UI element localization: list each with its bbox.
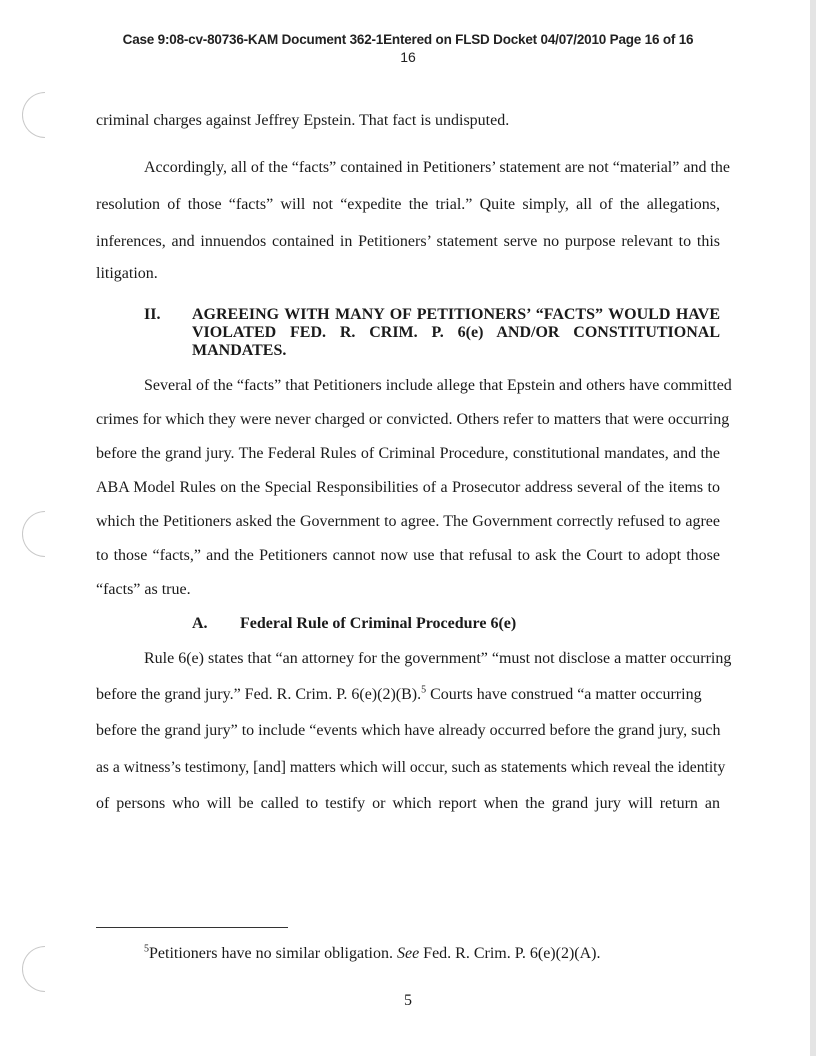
body-line: resolution of those “facts” will not “expedite the trial.” Quite simply, all of the allegations, <box>96 196 720 213</box>
body-text: before the grand jury.” Fed. R. Crim. P. 6(e)(2)(B). <box>96 686 422 703</box>
punch-hole-mark <box>22 946 45 992</box>
header-page-number: 16 <box>400 49 416 65</box>
body-line: “facts” as true. <box>96 581 191 598</box>
footnote-separator <box>96 927 288 928</box>
body-line: ABA Model Rules on the Special Responsibilities of a Prosecutor address several of the items to <box>96 479 720 496</box>
body-line: crimes for which they were never charged or convicted. Others refer to matters that were occurring <box>96 411 730 428</box>
body-line: criminal charges against Jeffrey Epstein. That fact is undisputed. <box>96 112 510 129</box>
body-line: Several of the “facts” that Petitioners include allege that Epstein and others have committed <box>144 377 732 394</box>
body-text: Courts have construed “a matter occurring <box>426 686 702 703</box>
punch-hole-mark <box>22 511 45 557</box>
page-edge-shadow <box>810 0 816 1056</box>
body-line: Accordingly, all of the “facts” contained in Petitioners’ statement are not “material” and the <box>144 159 730 176</box>
body-line: before the grand jury” to include “events which have already occurred before the grand jury, such <box>96 722 721 739</box>
footnote-signal: See <box>396 945 420 962</box>
punch-hole-mark <box>22 92 45 138</box>
body-line <box>96 685 720 705</box>
footnote-reference: 5 <box>421 684 427 696</box>
body-line: of persons who will be called to testify or which report when the grand jury will return an <box>96 795 720 812</box>
body-line: Rule 6(e) states that “an attorney for the government” “must not disclose a matter occurring <box>144 650 732 667</box>
case-header-stamp: Case 9:08-cv-80736-KAM Document 362-1Entered on FLSD Docket 04/07/2010 Page 16 of 16 <box>122 32 694 47</box>
footnote-marker: 5 <box>144 943 149 955</box>
body-line: as a witness’s testimony, [and] matters which will occur, such as statements which reveal the identity <box>96 759 726 776</box>
heading-text: Federal Rule of Criminal Procedure 6(e) <box>240 615 517 632</box>
heading-number: II. <box>144 306 161 323</box>
body-line: litigation. <box>96 265 158 282</box>
footnote-text: Fed. R. Crim. P. 6(e)(2)(A). <box>419 945 601 962</box>
footnote-text: Petitioners have no similar obligation. <box>149 945 397 962</box>
body-line: before the grand jury. The Federal Rules of Criminal Procedure, constitutional mandates, and the <box>96 445 720 462</box>
body-line: to those “facts,” and the Petitioners cannot now use that refusal to ask the Court to adopt those <box>96 547 720 564</box>
heading-number: A. <box>192 615 208 632</box>
section-heading-ii <box>144 306 720 360</box>
heading-text: AGREEING WITH MANY OF PETITIONERS’ “FACTS” WOULD HAVE VIOLATED FED. R. CRIM. P. 6(e) AND/OR CONSTITUTIONAL MANDATES. <box>192 306 720 359</box>
body-line: inferences, and innuendos contained in Petitioners’ statement serve no purpose relevant to this <box>96 233 720 250</box>
page-number: 5 <box>404 992 412 1009</box>
body-line: which the Petitioners asked the Government to agree. The Government correctly refused to agree <box>96 513 720 530</box>
footnote <box>144 945 600 963</box>
